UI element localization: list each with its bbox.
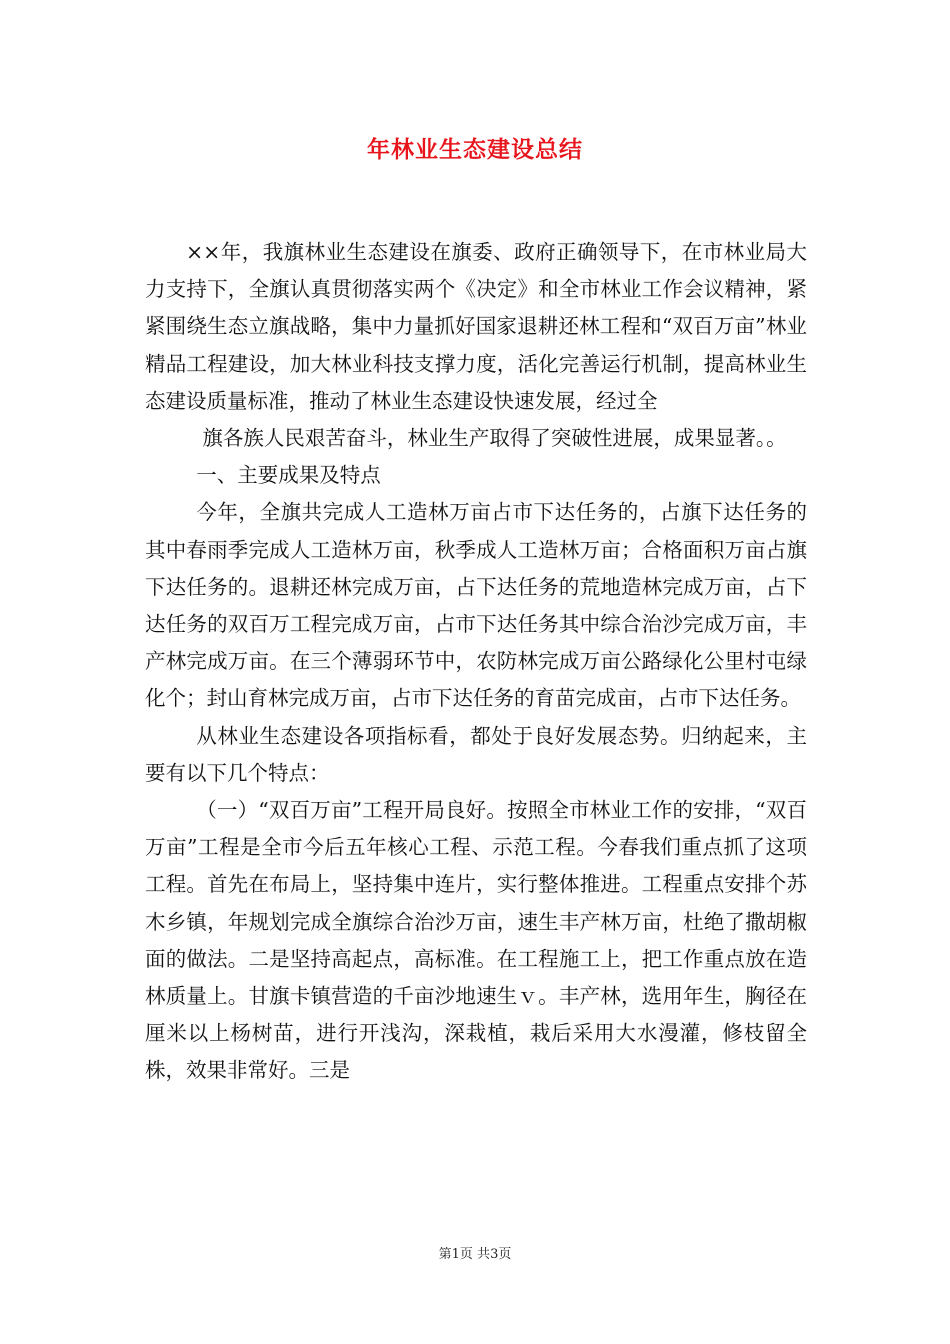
page-footer (0, 1245, 950, 1265)
document-title: 年林业生态建设总结 (367, 136, 583, 163)
footer-page-current: 1 (451, 1247, 460, 1262)
footer-page-mid: 页 共 (459, 1247, 491, 1262)
paragraph-summary: 从林业生态建设各项指标看，都处于良好发展态势。归纳起来，主要有以下几个特点： (145, 723, 807, 785)
document-body (145, 234, 807, 1090)
footer-page-total: 3 (490, 1247, 499, 1262)
paragraph-intro-continuation: 旗各族人民艰苦奋斗，林业生产取得了突破性进展，成果显著。。 (202, 426, 787, 451)
footer-page-label: 第 (438, 1247, 452, 1262)
paragraph-feature-one: （一）“双百万亩”工程开局良好。按照全市林业工作的安排，“双百万亩”工程是全市今后五年核心工程、示范工程。今春我们重点抓了这项工程。首先在布局上，坚持集中连片，实行整体推进。工程重点安排个苏木乡镇，年规划完成全旗综合治沙万亩，速生丰产林万亩，杜绝了撒胡椒面的做法。二是坚持高起点，高标准。在工程施工上，把工作重点放在造林质量上。甘旗卡镇营造的千亩沙地速生ｖ。丰产林，选用年生，胸径在厘米以上杨树苗，进行开浅沟，深栽植，栽后采用大水漫灌，修枝留全株，效果非常好。三是 (145, 798, 807, 1083)
section-heading-results: 一、主要成果及特点 (196, 463, 381, 488)
footer-page-end: 页 (498, 1247, 512, 1262)
paragraph-results: 今年，全旗共完成人工造林万亩占市下达任务的，占旗下达任务的其中春雨季完成人工造林万亩，秋季成人工造林万亩；合格面积万亩占旗下达任务的。退耕还林完成万亩，占下达任务的荒地造林完成万亩，占下达任务的双百万工程完成万亩，占市下达任务其中综合治沙完成万亩，丰产林完成万亩。在三个薄弱环节中，农防林完成万亩公路绿化公里村屯绿化个；封山育林完成万亩，占市下达任务的育苗完成亩，占市下达任务。 (145, 500, 807, 711)
paragraph-intro: ××年，我旗林业生态建设在旗委、政府正确领导下，在市林业局大力支持下，全旗认真贯彻落实两个《决定》和全市林业工作会议精神，紧紧围绕生态立旗战略，集中力量抓好国家退耕还林工程和“双百万亩”林业精品工程建设，加大林业科技支撑力度，活化完善运行机制，提高林业生态建设质量标准，推动了林业生态建设快速发展，经过全 (145, 240, 807, 413)
